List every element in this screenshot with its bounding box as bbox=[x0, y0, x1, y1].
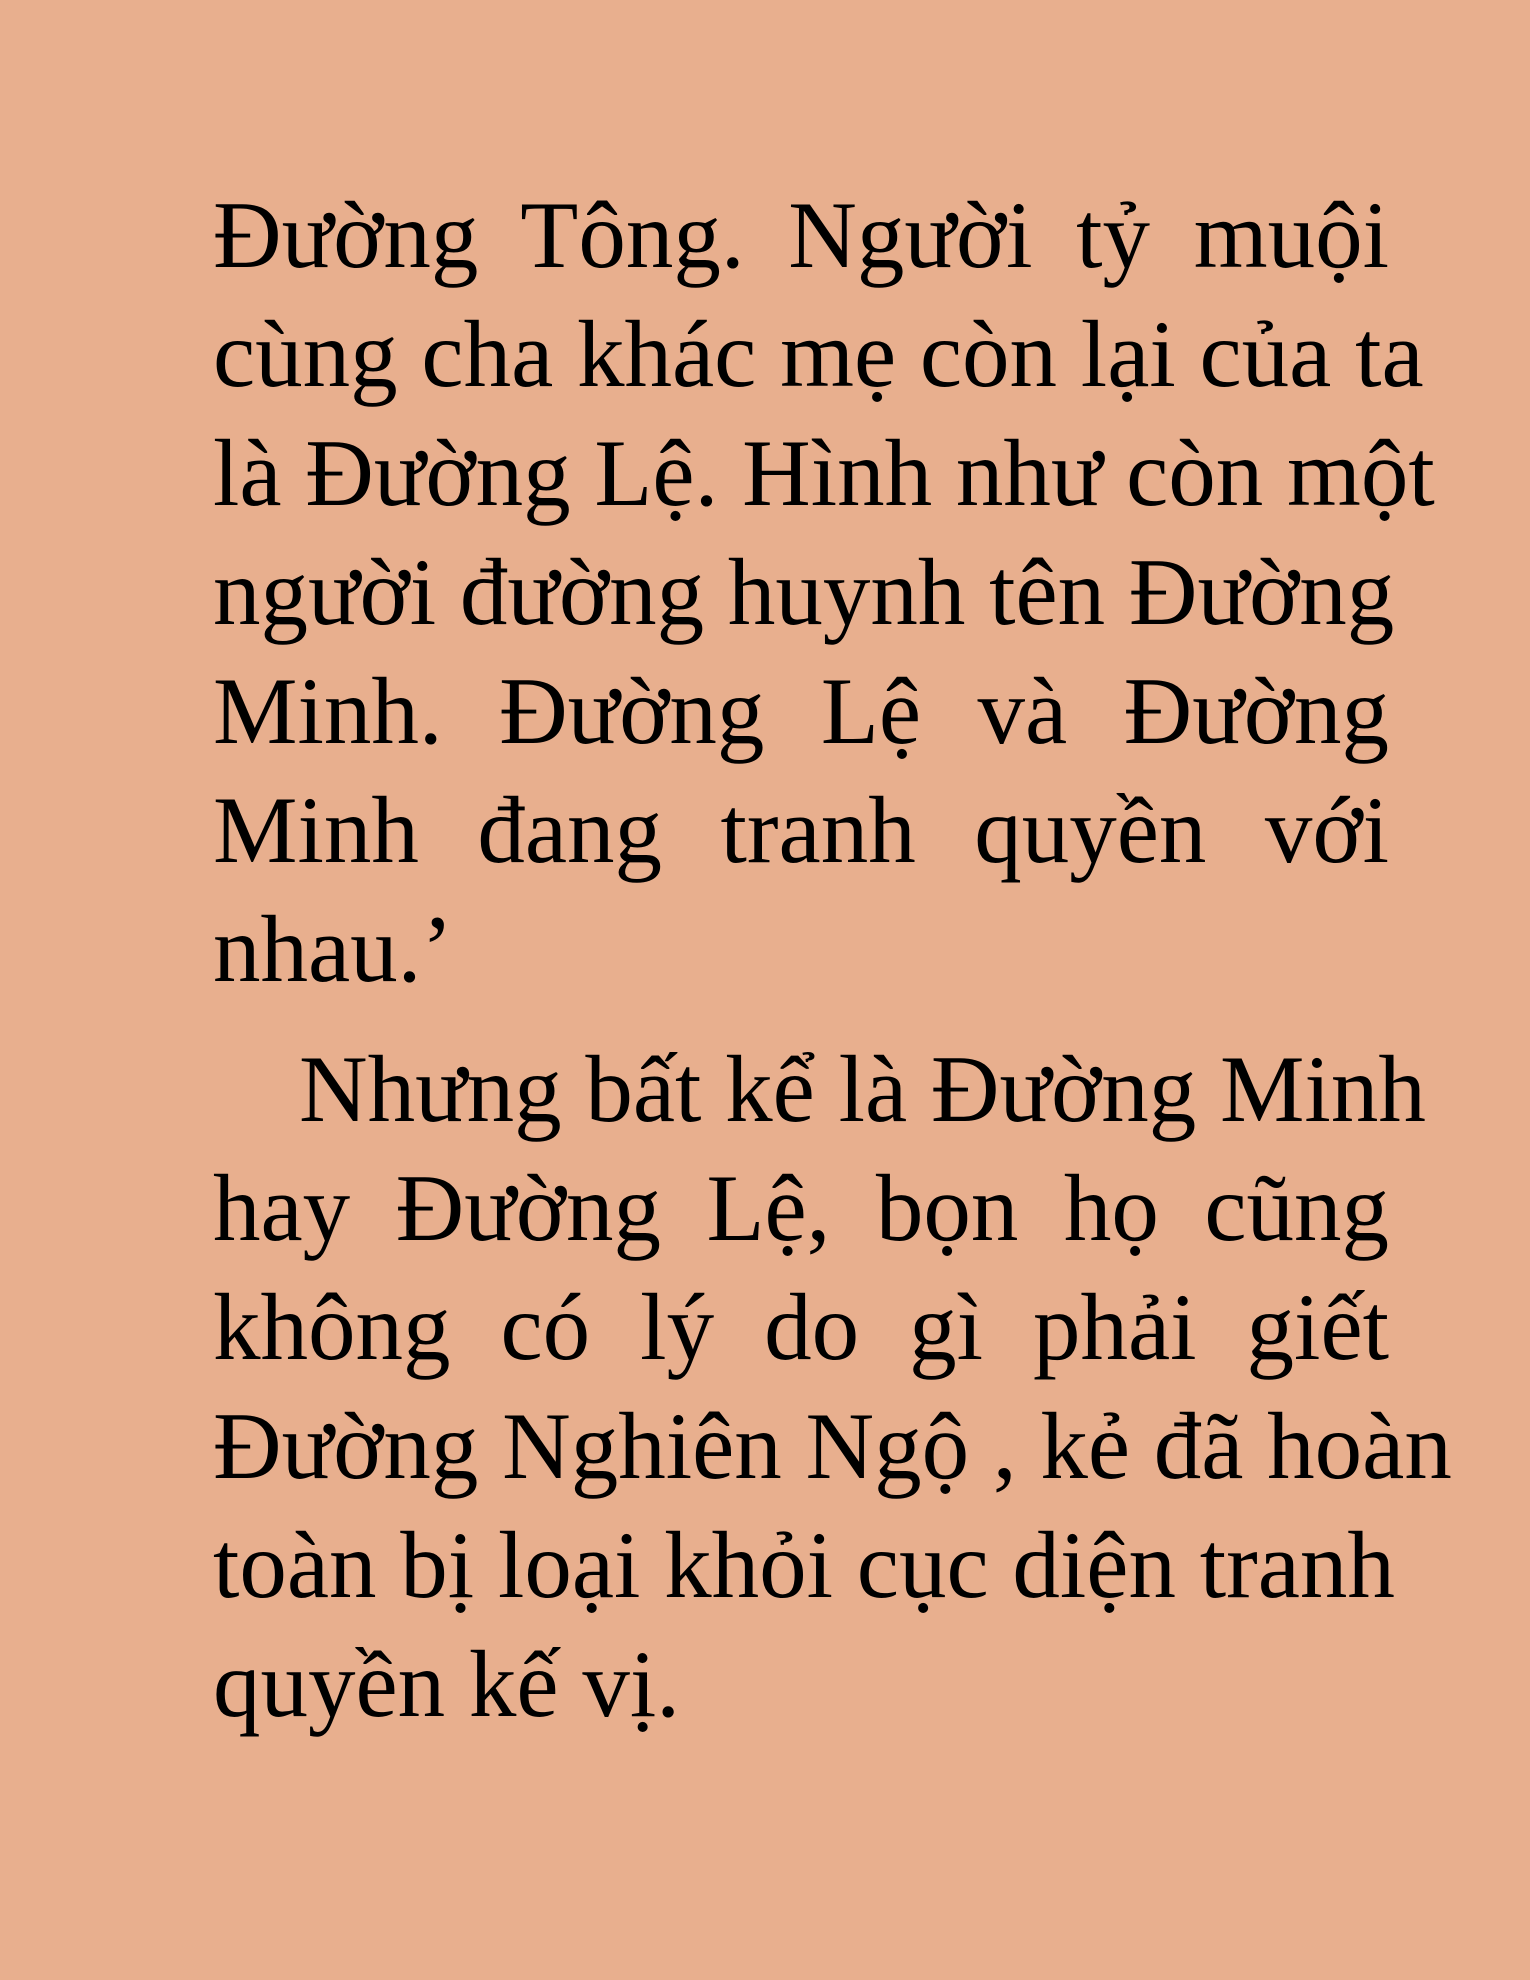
text-line: là Đường Lệ. Hình như còn một bbox=[213, 420, 1435, 526]
text-line: Minh. Đường Lệ và Đường bbox=[213, 658, 1389, 764]
text-line: hay Đường Lệ, bọn họ cũng bbox=[213, 1155, 1389, 1261]
paragraph-1 bbox=[213, 176, 1435, 1009]
text-line: cùng cha khác mẹ còn lại của ta bbox=[213, 301, 1424, 407]
text-line: người đường huynh tên Đường bbox=[213, 539, 1395, 645]
text-line: Đường Nghiên Ngộ , kẻ đã hoàn bbox=[213, 1393, 1452, 1499]
text-line: Đường Tông. Người tỷ muội bbox=[213, 182, 1389, 288]
text-line: nhau.’ bbox=[213, 896, 454, 1002]
text-line: Minh đang tranh quyền với bbox=[213, 777, 1389, 883]
text-line: Nhưng bất kể là Đường Minh bbox=[299, 1036, 1426, 1142]
text-line: toàn bị loại khỏi cục diện tranh bbox=[213, 1512, 1395, 1618]
paragraph-2 bbox=[213, 1030, 1452, 1744]
text-line: không có lý do gì phải giết bbox=[213, 1274, 1389, 1380]
text-line: quyền kế vị. bbox=[213, 1631, 680, 1737]
